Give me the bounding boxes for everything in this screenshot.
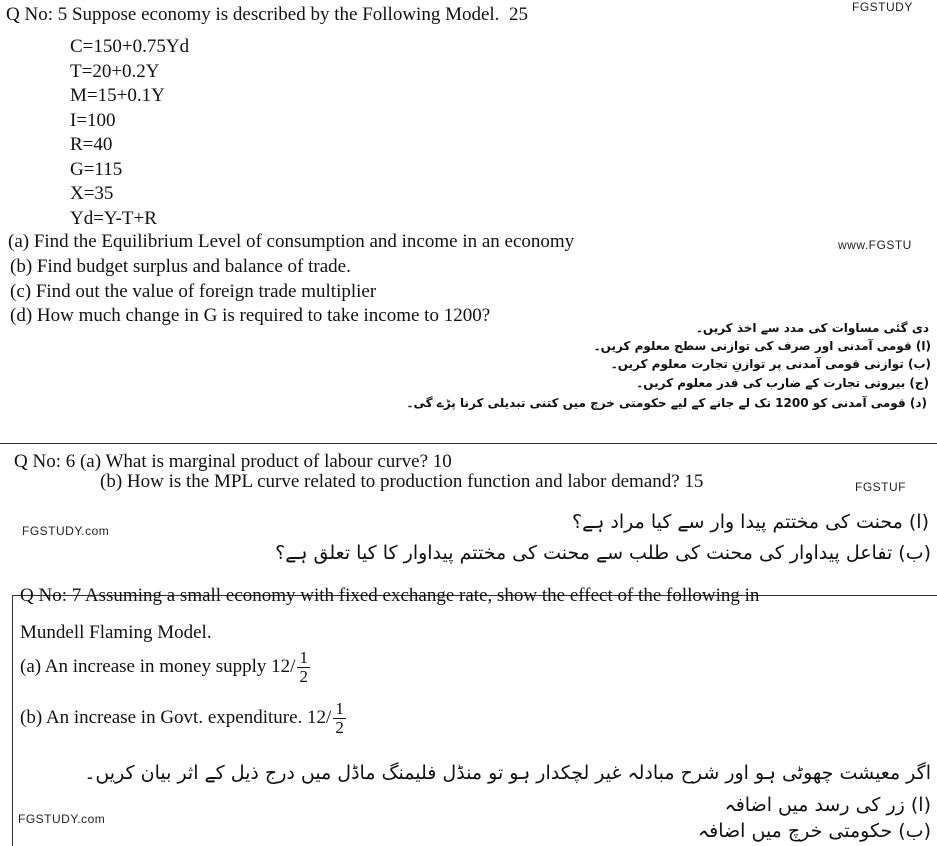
watermark-top-right: FGSTUDY <box>852 0 913 14</box>
q7-left-border <box>12 595 13 846</box>
q5-equation-4: I=100 <box>70 110 116 131</box>
q7-part-a-fraction: $\frac{1}{2}$ <box>299 648 308 686</box>
q5-equation-2: T=20+0.2Y <box>70 61 160 82</box>
q7-line-1: Q No: 7 Assuming a small economy with fixed exchange rate, show the effect of the following in <box>20 585 760 606</box>
q6-urdu-b: (ب) تفاعل پیداوار کی محنت کی طلب سے محنت کی مختتم پیداوار کا کیا تعلق ہے؟ <box>275 542 931 564</box>
q5-title: Q No: 5 Suppose economy is described by the Following Model. 25 <box>6 4 528 25</box>
q5-urdu-c: (ج) بیرونی تجارت کے ضارب کی قدر معلوم کریں۔ <box>636 376 929 390</box>
divider-q5-q6 <box>0 443 937 444</box>
q5-part-b: (b) Find budget surplus and balance of trade. <box>10 256 351 277</box>
q5-part-d: (d) How much change in G is required to take income to 1200? <box>10 305 491 326</box>
q7-part-a: (a) An increase in money supply 12/ $\frac{1}{2}$ <box>20 648 308 686</box>
q7-part-b-fraction: $\frac{1}{2}$ <box>335 699 344 737</box>
q7-urdu-a: (ا) زر کی رسد میں اضافہ <box>724 794 931 816</box>
q5-part-c: (c) Find out the value of foreign trade multiplier <box>10 281 377 302</box>
watermark-bottom-left: FGSTUDY.com <box>18 812 106 826</box>
q7-urdu-intro: اگر معیشت چھوٹی ہو اور شرح مبادلہ غیر لچکدار ہو تو منڈل فلیمنگ ماڈل میں درج ذیل کے اثر بیان کریں۔ <box>84 762 931 784</box>
q6-urdu-a: (ا) محنت کی مختتم پیدا وار سے کیا مراد ہے؟ <box>571 511 929 533</box>
q5-urdu-b: (ب) توازنی قومی آمدنی پر توازنِ تجارت معلوم کریں۔ <box>610 357 931 371</box>
q5-equation-1: C=150+0.75Yd <box>70 36 190 57</box>
q5-equation-5: R=40 <box>70 134 113 155</box>
q6-part-a: Q No: 6 (a) What is marginal product of labour curve? 10 <box>14 451 452 472</box>
watermark-q6-left: FGSTUDY.com <box>22 524 110 538</box>
q6-part-b: (b) How is the MPL curve related to production function and labor demand? 15 <box>100 471 704 492</box>
q5-equation-8: Yd=Y-T+R <box>70 208 157 229</box>
watermark-mid-right: www.FGSTU <box>838 238 912 252</box>
q7-part-b: (b) An increase in Govt. expenditure. 12/ $\frac{1}{2}$ <box>20 699 344 737</box>
q5-equation-6: G=115 <box>70 159 123 180</box>
q5-urdu-a: (ا) قومی آمدنی اور صرف کی توازنی سطح معلوم کریں۔ <box>593 339 931 353</box>
watermark-q6-right: FGSTUF <box>855 480 906 494</box>
q5-urdu-d: (د) قومی آمدنی کو 1200 تک لے جانے کے لیے حکومتی خرچ میں کتنی تبدیلی کرنا پڑے گی۔ <box>406 396 927 410</box>
q5-urdu-intro: دی گئی مساوات کی مدد سے اخذ کریں۔ <box>695 321 929 335</box>
q5-equation-3: M=15+0.1Y <box>70 85 165 106</box>
q5-part-a: (a) Find the Equilibrium Level of consumption and income in an economy <box>8 231 575 252</box>
q7-urdu-b: (ب) حکومتی خرچ میں اضافہ <box>698 820 931 842</box>
q7-line-2: Mundell Flaming Model. <box>20 622 212 643</box>
q5-marks: 25 <box>508 4 528 25</box>
q5-equation-7: X=35 <box>70 183 114 204</box>
